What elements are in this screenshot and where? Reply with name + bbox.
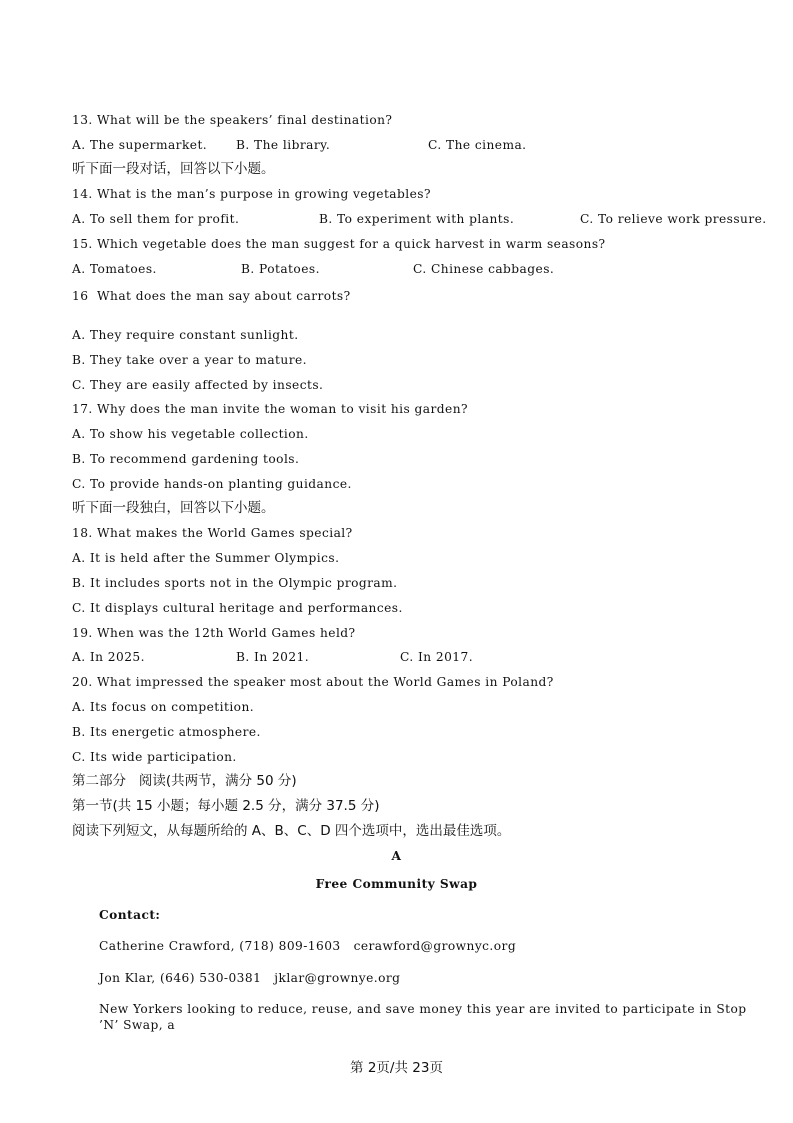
question-19-option-c: C. In 2017. (400, 650, 474, 664)
question-17-stem: 17. Why does the man invite the woman to visit his garden? (72, 402, 468, 416)
question-13-stem: 13. What will be the speakers’ final destination? (72, 113, 393, 127)
question-17-option-a: A. To show his vegetable collection. (72, 427, 309, 441)
question-13-option-c: C. The cinema. (428, 138, 527, 152)
question-18-option-b: B. It includes sports not in the Olympic program. (72, 576, 398, 590)
question-14-option-a: A. To sell them for profit. (72, 212, 240, 226)
dialog-instruction: 听下面一段对话，回答以下小题。 (72, 161, 275, 177)
question-16-option-c: C. They are easily affected by insects. (72, 378, 324, 392)
question-20-option-c: C. Its wide participation. (72, 750, 237, 764)
question-14-option-c: C. To relieve work pressure. (580, 212, 767, 226)
passage-title: Free Community Swap (315, 877, 478, 891)
page-footer: 第 2页/共 23页 (350, 1060, 443, 1076)
question-15-option-a: A. Tomatoes. (72, 262, 157, 276)
contact-catherine: Catherine Crawford, (718) 809-1603 cerawford@grownyc.org (99, 939, 517, 953)
question-20-stem: 20. What impressed the speaker most about the World Games in Poland? (72, 675, 554, 689)
question-14-stem: 14. What is the man’s purpose in growing vegetables? (72, 187, 431, 201)
question-14-option-b: B. To experiment with plants. (319, 212, 515, 226)
question-17-option-c: C. To provide hands-on planting guidance. (72, 477, 352, 491)
section-1-heading: 第一节(共 15 小题；每小题 2.5 分，满分 37.5 分) (72, 798, 380, 814)
question-16-option-a: A. They require constant sunlight. (72, 328, 299, 342)
monologue-instruction: 听下面一段独白，回答以下小题。 (72, 500, 275, 516)
contact-label: Contact: (99, 908, 161, 922)
question-20-option-a: A. Its focus on competition. (72, 700, 255, 714)
question-18-option-a: A. It is held after the Summer Olympics. (72, 551, 340, 565)
question-19-option-b: B. In 2021. (236, 650, 310, 664)
passage-letter: A (391, 849, 402, 863)
passage-body-line-2: ’N’ Swap, a (99, 1018, 176, 1032)
question-13-option-b: B. The library. (236, 138, 331, 152)
question-20-option-b: B. Its energetic atmosphere. (72, 725, 261, 739)
contact-jon: Jon Klar, (646) 530-0381 jklar@grownye.org (99, 971, 401, 985)
part-2-heading: 第二部分 阅读(共两节，满分 50 分) (72, 773, 297, 789)
question-19-option-a: A. In 2025. (72, 650, 145, 664)
question-15-option-c: C. Chinese cabbages. (413, 262, 555, 276)
question-13-option-a: A. The supermarket. (72, 138, 208, 152)
question-16-stem: 16 What does the man say about carrots? (72, 289, 351, 303)
passage-body-line-1: New Yorkers looking to reduce, reuse, and save money this year are invited to participate in Stop (99, 1002, 747, 1016)
reading-instruction: 阅读下列短文，从每题所给的 A、B、C、D 四个选项中，选出最佳选项。 (72, 823, 511, 839)
question-15-stem: 15. Which vegetable does the man suggest for a quick harvest in warm seasons? (72, 237, 606, 251)
question-17-option-b: B. To recommend gardening tools. (72, 452, 300, 466)
question-15-option-b: B. Potatoes. (241, 262, 320, 276)
question-16-option-b: B. They take over a year to mature. (72, 353, 307, 367)
question-18-option-c: C. It displays cultural heritage and performances. (72, 601, 403, 615)
question-18-stem: 18. What makes the World Games special? (72, 526, 353, 540)
question-19-stem: 19. When was the 12th World Games held? (72, 626, 356, 640)
